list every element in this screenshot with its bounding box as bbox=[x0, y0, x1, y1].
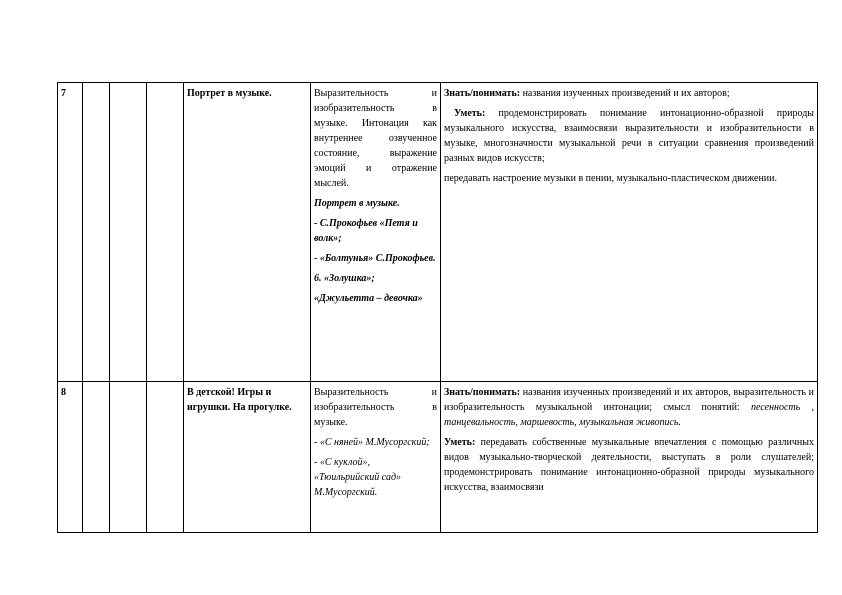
lesson-number: 7 bbox=[58, 83, 83, 382]
requirement-label: Знать/понимать: bbox=[444, 387, 521, 398]
lesson-plan-table bbox=[57, 82, 818, 533]
requirement-label: Уметь: bbox=[454, 108, 486, 119]
content-item: - «С няней» М.Мусоргский; bbox=[314, 437, 430, 448]
content-item: - «Болтунья» С.Прокофьев. bbox=[314, 253, 436, 264]
requirement-terms: песенность , танцевальность, маршевость, музыкальная живопись. bbox=[444, 402, 814, 428]
empty-cell bbox=[147, 382, 184, 533]
lesson-number: 8 bbox=[58, 382, 83, 533]
content-intro: Выразительность и изобразительность в музыке. Интонация как внутреннее озвученное состояние, выражение эмоций и отражение мыслей. bbox=[314, 88, 437, 189]
lesson-requirements bbox=[441, 83, 818, 382]
empty-cell bbox=[83, 83, 110, 382]
lesson-topic: В детской! Игры и игрушки. На прогулке. bbox=[184, 382, 311, 533]
content-item: Портрет в музыке. bbox=[314, 198, 400, 209]
requirement-paragraph bbox=[444, 106, 814, 166]
lesson-topic: Портрет в музыке. bbox=[184, 83, 311, 382]
empty-cell bbox=[147, 83, 184, 382]
empty-cell bbox=[110, 382, 147, 533]
requirement-paragraph: передавать настроение музыки в пении, музыкально-пластическом движении. bbox=[444, 173, 777, 184]
requirement-label: Уметь: bbox=[444, 437, 476, 448]
lesson-content bbox=[311, 83, 441, 382]
table-row bbox=[58, 382, 818, 533]
requirement-text: названия изученных произведений и их авторов; bbox=[520, 88, 730, 99]
requirement-text: названия изученных произведений и их авторов, выразительность и изобразительность музыкальной интонации; смысл понятий: bbox=[444, 387, 814, 413]
requirement-paragraph bbox=[444, 385, 814, 430]
requirement-text: передавать собственные музыкальные впечатления с помощью различных видов музыкально-творческой деятельности, выступать в роли слушателей; продемонстрировать понимание интонационно-образной природы музыкального искусства, взаимосвязи bbox=[444, 437, 814, 493]
empty-cell bbox=[110, 83, 147, 382]
content-item: 6. «Золушка»; bbox=[314, 273, 375, 284]
lesson-requirements bbox=[441, 382, 818, 533]
content-item: - С.Прокофьев «Петя и волк»; bbox=[314, 218, 418, 244]
lesson-content bbox=[311, 382, 441, 533]
content-intro: Выразительность и изобразительность в музыке. bbox=[314, 387, 437, 428]
empty-cell bbox=[83, 382, 110, 533]
content-item: «Джульетта – девочка» bbox=[314, 293, 423, 304]
content-item: - «С куклой», «Тюильрийский сад» М.Мусоргский. bbox=[314, 457, 402, 498]
requirement-label: Знать/понимать: bbox=[444, 88, 521, 99]
requirement-paragraph bbox=[444, 435, 814, 495]
requirement-paragraph bbox=[444, 86, 814, 101]
table-row bbox=[58, 83, 818, 382]
requirement-text: продемонстрировать понимание интонационно-образной природы музыкального искусства, взаимосвязи выразительности и изобразительности в музыке, многозначности музыкальной речи в ситуации сравнения произведений разных видов искусств; bbox=[444, 108, 814, 164]
